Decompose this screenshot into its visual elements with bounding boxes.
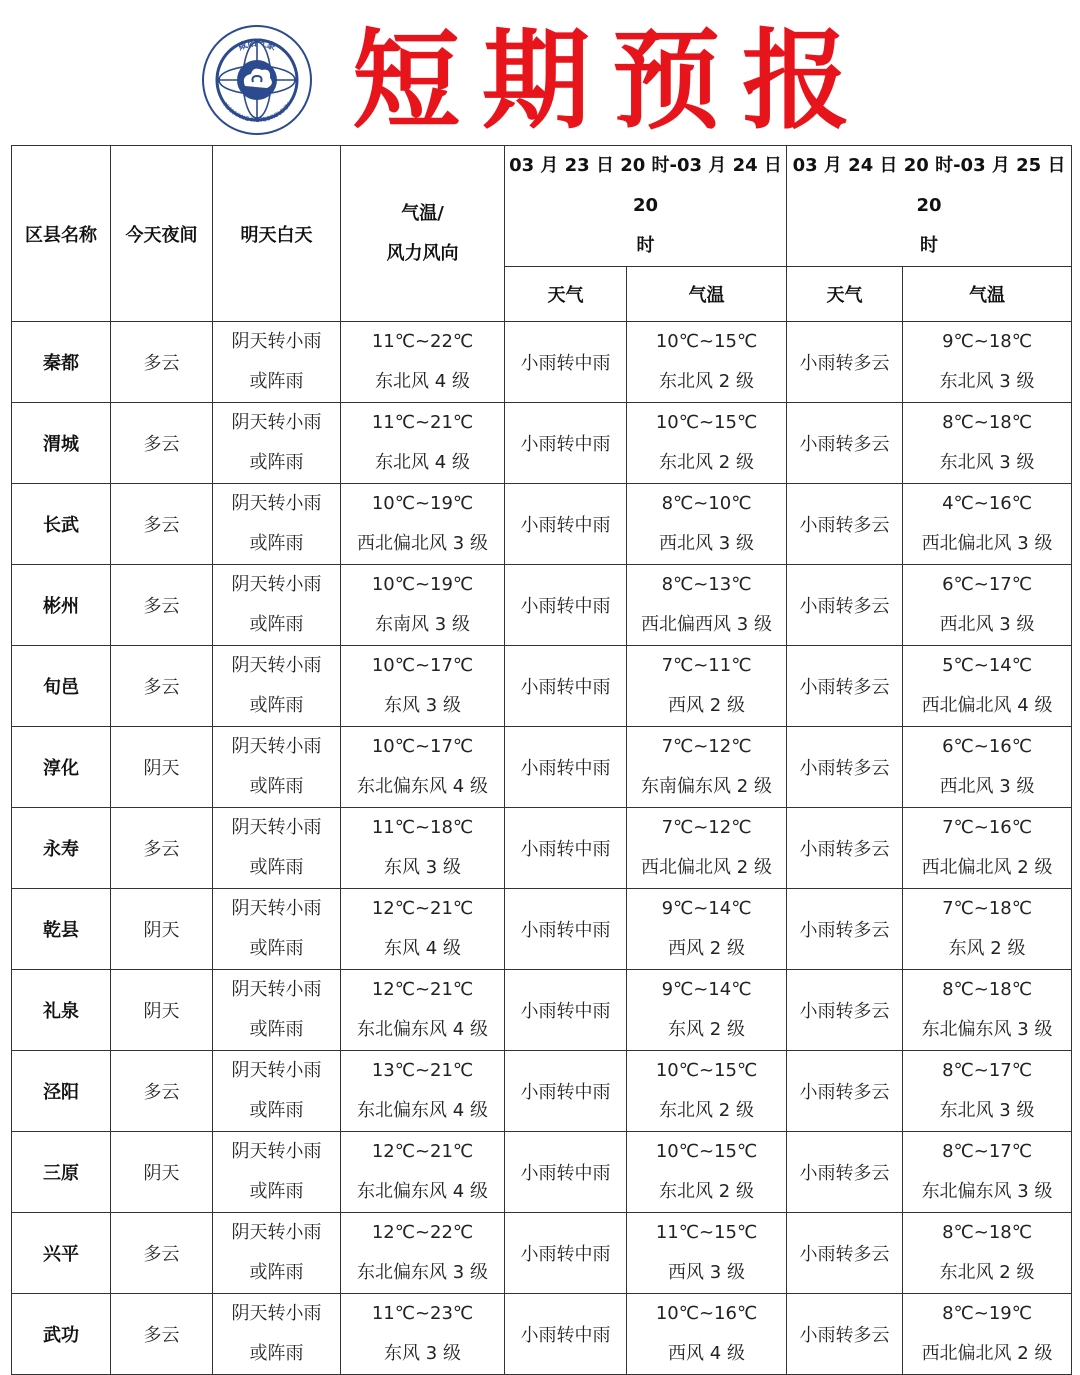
period1-temp-line: 西风 2 级 bbox=[668, 695, 745, 716]
tomorrow-weather-line: 或阵雨 bbox=[249, 1181, 304, 1202]
temp-wind bbox=[341, 484, 505, 565]
temp-wind-line: 东南风 3 级 bbox=[375, 614, 470, 635]
temp-wind bbox=[341, 646, 505, 727]
table-row bbox=[12, 1294, 1072, 1375]
temp-wind-line: 东北风 4 级 bbox=[375, 371, 470, 392]
period2-temp-line: 8℃~19℃ bbox=[942, 1303, 1032, 1324]
temp-wind bbox=[341, 403, 505, 484]
tomorrow-weather bbox=[213, 727, 341, 808]
header-period-2 bbox=[787, 146, 1072, 267]
period1-temp bbox=[627, 1051, 787, 1132]
county-name: 秦都 bbox=[12, 322, 111, 403]
period1-weather: 小雨转中雨 bbox=[505, 1132, 627, 1213]
period1-weather: 小雨转中雨 bbox=[505, 970, 627, 1051]
table-row bbox=[12, 808, 1072, 889]
table-row bbox=[12, 889, 1072, 970]
period1-temp-line: 9℃~14℃ bbox=[661, 898, 752, 919]
tonight-weather: 多云 bbox=[111, 565, 213, 646]
header-temp-wind-line1: 气温/ bbox=[401, 202, 444, 224]
period2-temp bbox=[903, 889, 1072, 970]
period2-weather: 小雨转多云 bbox=[787, 1213, 903, 1294]
header-tomorrow: 明天白天 bbox=[213, 146, 341, 322]
temp-wind-line: 12℃~22℃ bbox=[371, 1222, 474, 1243]
temp-wind-line: 10℃~19℃ bbox=[371, 493, 474, 514]
tomorrow-weather bbox=[213, 322, 341, 403]
period2-weather: 小雨转多云 bbox=[787, 727, 903, 808]
period1-temp bbox=[627, 322, 787, 403]
header-county: 区县名称 bbox=[12, 146, 111, 322]
tomorrow-weather-line: 阴天转小雨 bbox=[231, 331, 322, 352]
period1-temp bbox=[627, 970, 787, 1051]
table-row bbox=[12, 1132, 1072, 1213]
period1-weather: 小雨转中雨 bbox=[505, 808, 627, 889]
period1-weather: 小雨转中雨 bbox=[505, 727, 627, 808]
tomorrow-weather-line: 或阵雨 bbox=[249, 938, 304, 959]
county-name: 长武 bbox=[12, 484, 111, 565]
period2-temp bbox=[903, 403, 1072, 484]
period2-weather: 小雨转多云 bbox=[787, 403, 903, 484]
tomorrow-weather bbox=[213, 808, 341, 889]
period1-weather: 小雨转中雨 bbox=[505, 646, 627, 727]
tomorrow-weather-line: 或阵雨 bbox=[249, 452, 304, 473]
period1-temp-line: 东北风 2 级 bbox=[659, 452, 754, 473]
temp-wind-line: 东北偏东风 4 级 bbox=[357, 1181, 488, 1202]
logo-en-text: XIANYANG METEOROLOGY bbox=[221, 101, 293, 125]
county-name: 三原 bbox=[12, 1132, 111, 1213]
header-period-1-line1: 03 月 23 日 20 时-03 月 24 日 20 bbox=[509, 155, 782, 216]
tomorrow-weather-line: 或阵雨 bbox=[249, 371, 304, 392]
period2-temp bbox=[903, 970, 1072, 1051]
page-header bbox=[0, 0, 1080, 146]
temp-wind-line: 西北偏北风 3 级 bbox=[357, 533, 488, 554]
tomorrow-weather bbox=[213, 1132, 341, 1213]
tomorrow-weather bbox=[213, 403, 341, 484]
period2-weather: 小雨转多云 bbox=[787, 1132, 903, 1213]
header-period-2-line2: 时 bbox=[920, 235, 939, 256]
tomorrow-weather bbox=[213, 565, 341, 646]
period2-temp-line: 西北风 3 级 bbox=[939, 776, 1035, 797]
header-row bbox=[12, 146, 1072, 267]
period1-weather: 小雨转中雨 bbox=[505, 1213, 627, 1294]
header-temp-wind bbox=[341, 146, 505, 322]
period2-temp-line: 西北偏北风 3 级 bbox=[921, 533, 1053, 554]
temp-wind-line: 东北偏东风 4 级 bbox=[357, 776, 488, 797]
temp-wind bbox=[341, 727, 505, 808]
period2-weather: 小雨转多云 bbox=[787, 970, 903, 1051]
forecast-table bbox=[11, 145, 1072, 1375]
temp-wind bbox=[341, 1294, 505, 1375]
tonight-weather: 多云 bbox=[111, 1294, 213, 1375]
temp-wind-line: 东北风 4 级 bbox=[375, 452, 470, 473]
period2-temp-line: 8℃~18℃ bbox=[942, 1222, 1032, 1243]
temp-wind bbox=[341, 1051, 505, 1132]
period2-temp bbox=[903, 565, 1072, 646]
tomorrow-weather-line: 或阵雨 bbox=[249, 857, 304, 878]
period2-temp-line: 6℃~17℃ bbox=[942, 574, 1032, 595]
period1-temp-line: 10℃~15℃ bbox=[655, 412, 758, 433]
tomorrow-weather-line: 阴天转小雨 bbox=[231, 979, 322, 1000]
table-row bbox=[12, 322, 1072, 403]
period1-temp-line: 8℃~13℃ bbox=[661, 574, 752, 595]
temp-wind-line: 10℃~19℃ bbox=[371, 574, 474, 595]
period1-temp-line: 东南偏东风 2 级 bbox=[641, 776, 772, 797]
county-name: 兴平 bbox=[12, 1213, 111, 1294]
header-period-2-line1: 03 月 24 日 20 时-03 月 25 日 20 bbox=[792, 155, 1066, 216]
period2-temp-line: 8℃~17℃ bbox=[942, 1060, 1032, 1081]
period2-temp-line: 8℃~17℃ bbox=[942, 1141, 1032, 1162]
tomorrow-weather-line: 阴天转小雨 bbox=[231, 493, 322, 514]
tonight-weather: 多云 bbox=[111, 484, 213, 565]
period2-temp bbox=[903, 1051, 1072, 1132]
period1-temp-line: 10℃~15℃ bbox=[655, 1141, 758, 1162]
period1-temp bbox=[627, 889, 787, 970]
table-row bbox=[12, 1213, 1072, 1294]
temp-wind bbox=[341, 1132, 505, 1213]
temp-wind-line: 东风 3 级 bbox=[384, 1343, 461, 1364]
temp-wind-line: 11℃~22℃ bbox=[371, 331, 474, 352]
tomorrow-weather-line: 阴天转小雨 bbox=[231, 1303, 322, 1324]
period1-weather: 小雨转中雨 bbox=[505, 565, 627, 646]
temp-wind-line: 13℃~21℃ bbox=[371, 1060, 474, 1081]
tomorrow-weather-line: 阴天转小雨 bbox=[231, 736, 322, 757]
period2-temp-line: 5℃~14℃ bbox=[942, 655, 1032, 676]
period1-temp-line: 西风 3 级 bbox=[668, 1262, 745, 1283]
period1-temp-line: 10℃~15℃ bbox=[655, 1060, 758, 1081]
temp-wind-line: 东风 3 级 bbox=[384, 857, 461, 878]
period1-temp-line: 8℃~10℃ bbox=[661, 493, 752, 514]
tonight-weather: 多云 bbox=[111, 808, 213, 889]
period2-temp bbox=[903, 1213, 1072, 1294]
period1-weather: 小雨转中雨 bbox=[505, 1051, 627, 1132]
header-temp-1: 气温 bbox=[627, 267, 787, 322]
period1-temp-line: 西北偏西风 3 级 bbox=[641, 614, 772, 635]
county-name: 永寿 bbox=[12, 808, 111, 889]
page-title: 短期预报 bbox=[352, 19, 873, 144]
temp-wind-line: 12℃~21℃ bbox=[371, 1141, 474, 1162]
county-name: 旬邑 bbox=[12, 646, 111, 727]
header-period-1 bbox=[505, 146, 787, 267]
period2-temp-line: 8℃~18℃ bbox=[942, 979, 1032, 1000]
county-name: 渭城 bbox=[12, 403, 111, 484]
tomorrow-weather-line: 阴天转小雨 bbox=[231, 817, 322, 838]
temp-wind bbox=[341, 565, 505, 646]
period2-temp-line: 东北风 2 级 bbox=[939, 1262, 1035, 1283]
temp-wind-line: 12℃~21℃ bbox=[371, 979, 474, 1000]
county-name: 淳化 bbox=[12, 727, 111, 808]
tonight-weather: 多云 bbox=[111, 1213, 213, 1294]
period2-temp bbox=[903, 484, 1072, 565]
period2-temp bbox=[903, 1132, 1072, 1213]
period1-temp-line: 西北偏北风 2 级 bbox=[641, 857, 772, 878]
temp-wind bbox=[341, 322, 505, 403]
tomorrow-weather bbox=[213, 646, 341, 727]
period1-temp bbox=[627, 1294, 787, 1375]
table-row bbox=[12, 403, 1072, 484]
period1-temp-line: 东北风 2 级 bbox=[659, 371, 754, 392]
period2-temp bbox=[903, 1294, 1072, 1375]
period2-temp-line: 东北风 3 级 bbox=[939, 371, 1035, 392]
period1-temp-line: 东风 2 级 bbox=[668, 1019, 745, 1040]
tomorrow-weather bbox=[213, 1213, 341, 1294]
period1-temp-line: 11℃~15℃ bbox=[655, 1222, 758, 1243]
period2-temp bbox=[903, 646, 1072, 727]
period1-temp bbox=[627, 1132, 787, 1213]
period2-weather: 小雨转多云 bbox=[787, 565, 903, 646]
period2-temp-line: 西北风 3 级 bbox=[939, 614, 1035, 635]
header-weather-1: 天气 bbox=[505, 267, 627, 322]
period1-temp-line: 10℃~15℃ bbox=[655, 331, 758, 352]
tonight-weather: 阴天 bbox=[111, 970, 213, 1051]
period1-weather: 小雨转中雨 bbox=[505, 403, 627, 484]
tonight-weather: 多云 bbox=[111, 646, 213, 727]
period1-temp-line: 东北风 2 级 bbox=[659, 1181, 754, 1202]
temp-wind-line: 东北偏东风 3 级 bbox=[357, 1262, 488, 1283]
temp-wind-line: 12℃~21℃ bbox=[371, 898, 474, 919]
period2-weather: 小雨转多云 bbox=[787, 1294, 903, 1375]
period2-temp-line: 东北风 3 级 bbox=[939, 452, 1035, 473]
period1-temp-line: 东北风 2 级 bbox=[659, 1100, 754, 1121]
period2-temp-line: 6℃~16℃ bbox=[942, 736, 1032, 757]
period2-weather: 小雨转多云 bbox=[787, 484, 903, 565]
period1-weather: 小雨转中雨 bbox=[505, 889, 627, 970]
header-temp-wind-line2: 风力风向 bbox=[386, 242, 459, 264]
tomorrow-weather-line: 阴天转小雨 bbox=[231, 1060, 322, 1081]
period2-weather: 小雨转多云 bbox=[787, 889, 903, 970]
tomorrow-weather bbox=[213, 484, 341, 565]
period1-temp-line: 7℃~12℃ bbox=[661, 736, 752, 757]
tomorrow-weather bbox=[213, 889, 341, 970]
tonight-weather: 阴天 bbox=[111, 1132, 213, 1213]
period2-temp bbox=[903, 322, 1072, 403]
tomorrow-weather-line: 或阵雨 bbox=[249, 533, 304, 554]
county-name: 乾县 bbox=[12, 889, 111, 970]
tomorrow-weather-line: 或阵雨 bbox=[249, 776, 304, 797]
tomorrow-weather bbox=[213, 1051, 341, 1132]
period1-weather: 小雨转中雨 bbox=[505, 1294, 627, 1375]
temp-wind-line: 11℃~18℃ bbox=[371, 817, 474, 838]
tomorrow-weather-line: 阴天转小雨 bbox=[231, 412, 322, 433]
tomorrow-weather-line: 或阵雨 bbox=[249, 695, 304, 716]
county-name: 泾阳 bbox=[12, 1051, 111, 1132]
header-weather-2: 天气 bbox=[787, 267, 903, 322]
period2-temp-line: 西北偏北风 4 级 bbox=[921, 695, 1053, 716]
period2-weather: 小雨转多云 bbox=[787, 1051, 903, 1132]
period2-temp-line: 8℃~18℃ bbox=[942, 412, 1032, 433]
tomorrow-weather-line: 阴天转小雨 bbox=[231, 655, 322, 676]
temp-wind bbox=[341, 970, 505, 1051]
meteorology-logo bbox=[201, 24, 313, 136]
tomorrow-weather-line: 阴天转小雨 bbox=[231, 898, 322, 919]
tomorrow-weather-line: 或阵雨 bbox=[249, 1262, 304, 1283]
period1-temp-line: 西风 4 级 bbox=[668, 1343, 745, 1364]
tonight-weather: 多云 bbox=[111, 322, 213, 403]
table-row bbox=[12, 646, 1072, 727]
period1-weather: 小雨转中雨 bbox=[505, 484, 627, 565]
period2-temp-line: 东北风 3 级 bbox=[939, 1100, 1035, 1121]
period1-temp bbox=[627, 808, 787, 889]
header-period-1-line2: 时 bbox=[636, 235, 655, 256]
period2-temp-line: 西北偏北风 2 级 bbox=[921, 1343, 1053, 1364]
temp-wind-line: 11℃~23℃ bbox=[371, 1303, 474, 1324]
period1-temp bbox=[627, 565, 787, 646]
tonight-weather: 阴天 bbox=[111, 727, 213, 808]
period1-temp bbox=[627, 646, 787, 727]
county-name: 武功 bbox=[12, 1294, 111, 1375]
temp-wind bbox=[341, 808, 505, 889]
period1-temp-line: 7℃~11℃ bbox=[661, 655, 752, 676]
tomorrow-weather-line: 阴天转小雨 bbox=[231, 1222, 322, 1243]
table-row bbox=[12, 1051, 1072, 1132]
period2-temp-line: 4℃~16℃ bbox=[942, 493, 1032, 514]
tonight-weather: 多云 bbox=[111, 403, 213, 484]
header-tonight: 今天夜间 bbox=[111, 146, 213, 322]
period1-temp bbox=[627, 403, 787, 484]
temp-wind-line: 10℃~17℃ bbox=[371, 655, 474, 676]
period2-temp-line: 东北偏东风 3 级 bbox=[921, 1181, 1053, 1202]
period2-weather: 小雨转多云 bbox=[787, 808, 903, 889]
tonight-weather: 阴天 bbox=[111, 889, 213, 970]
table-row bbox=[12, 727, 1072, 808]
county-name: 礼泉 bbox=[12, 970, 111, 1051]
period1-temp-line: 9℃~14℃ bbox=[661, 979, 752, 1000]
period2-temp-line: 9℃~18℃ bbox=[942, 331, 1032, 352]
tomorrow-weather-line: 或阵雨 bbox=[249, 1019, 304, 1040]
temp-wind-line: 东北偏东风 4 级 bbox=[357, 1100, 488, 1121]
temp-wind bbox=[341, 1213, 505, 1294]
period2-weather: 小雨转多云 bbox=[787, 322, 903, 403]
tomorrow-weather bbox=[213, 970, 341, 1051]
period1-temp bbox=[627, 727, 787, 808]
period1-temp-line: 7℃~12℃ bbox=[661, 817, 752, 838]
period2-temp-line: 东北偏东风 3 级 bbox=[921, 1019, 1053, 1040]
period2-temp-line: 西北偏北风 2 级 bbox=[921, 857, 1053, 878]
tomorrow-weather-line: 或阵雨 bbox=[249, 1343, 304, 1364]
tomorrow-weather-line: 阴天转小雨 bbox=[231, 1141, 322, 1162]
table-row bbox=[12, 484, 1072, 565]
period2-temp bbox=[903, 808, 1072, 889]
period1-temp-line: 西风 2 级 bbox=[668, 938, 745, 959]
table-row bbox=[12, 565, 1072, 646]
header-temp-2: 气温 bbox=[903, 267, 1072, 322]
logo-org-text: 咸阳气象 bbox=[236, 38, 278, 54]
table-row bbox=[12, 970, 1072, 1051]
tonight-weather: 多云 bbox=[111, 1051, 213, 1132]
period1-temp bbox=[627, 1213, 787, 1294]
temp-wind bbox=[341, 889, 505, 970]
tomorrow-weather-line: 或阵雨 bbox=[249, 614, 304, 635]
temp-wind-line: 东北偏东风 4 级 bbox=[357, 1019, 488, 1040]
county-name: 彬州 bbox=[12, 565, 111, 646]
period2-temp-line: 7℃~18℃ bbox=[942, 898, 1032, 919]
period1-weather: 小雨转中雨 bbox=[505, 322, 627, 403]
temp-wind-line: 10℃~17℃ bbox=[371, 736, 474, 757]
period2-temp-line: 东风 2 级 bbox=[948, 938, 1026, 959]
temp-wind-line: 东风 4 级 bbox=[384, 938, 461, 959]
period2-temp-line: 7℃~16℃ bbox=[942, 817, 1032, 838]
tomorrow-weather bbox=[213, 1294, 341, 1375]
temp-wind-line: 东风 3 级 bbox=[384, 695, 461, 716]
period2-weather: 小雨转多云 bbox=[787, 646, 903, 727]
tomorrow-weather-line: 阴天转小雨 bbox=[231, 574, 322, 595]
period1-temp-line: 西北风 3 级 bbox=[659, 533, 754, 554]
period1-temp-line: 10℃~16℃ bbox=[655, 1303, 758, 1324]
temp-wind-line: 11℃~21℃ bbox=[371, 412, 474, 433]
period2-temp bbox=[903, 727, 1072, 808]
period1-temp bbox=[627, 484, 787, 565]
tomorrow-weather-line: 或阵雨 bbox=[249, 1100, 304, 1121]
